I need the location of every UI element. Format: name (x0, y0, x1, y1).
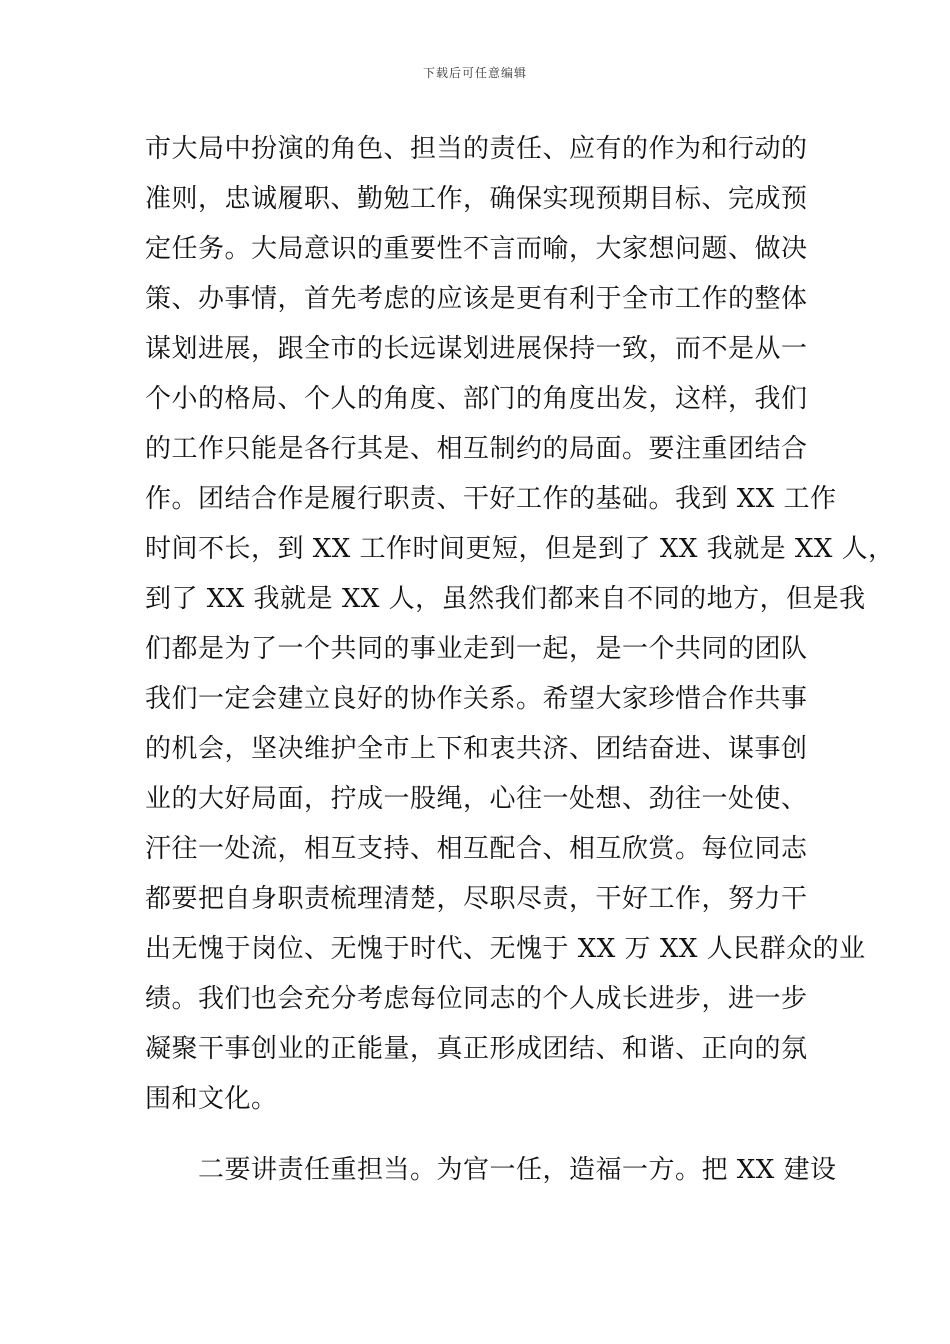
body-paragraph-1 (145, 124, 895, 1124)
text-line: 定任务。大局意识的重要性不言而喻，大家想问题、做决 (145, 234, 808, 264)
text-line: 二要讲责任重担当。为官一任，造福一方。把 XX 建设 (145, 1155, 837, 1185)
text-line: 凝聚干事创业的正能量，真正形成团结、和谐、正向的氛 (145, 1034, 808, 1064)
text-line: 市大局中扮演的角色、担当的责任、应有的作为和行动的 (145, 134, 808, 164)
text-line: 我们一定会建立良好的协作关系。希望大家珍惜合作共事 (145, 684, 808, 714)
text-line: 时间不长，到 XX 工作时间更短，但是到了 XX 我就是 XX 人， (145, 534, 895, 564)
text-line: 都要把自身职责梳理清楚，尽职尽责，干好工作，努力干 (145, 884, 808, 914)
text-line: 到了 XX 我就是 XX 人，虽然我们都来自不同的地方，但是我 (145, 584, 866, 614)
text-line: 作。团结合作是履行职责、干好工作的基础。我到 XX 工作 (145, 484, 837, 514)
text-line: 出无愧于岗位、无愧于时代、无愧于 XX 万 XX 人民群众的业 (145, 934, 866, 964)
page-header: 下载后可任意编辑 (422, 66, 527, 80)
text-line: 的工作只能是各行其是、相互制约的局面。要注重团结合 (145, 434, 808, 464)
text-line: 个小的格局、个人的角度、部门的角度出发，这样，我们 (145, 384, 808, 414)
text-line: 围和文化。 (145, 1084, 278, 1114)
text-line: 绩。我们也会充分考虑每位同志的个人成长进步，进一步 (145, 984, 808, 1014)
text-line: 业的大好局面，拧成一股绳，心往一处想、劲往一处使、 (145, 784, 808, 814)
text-line: 准则，忠诚履职、勤勉工作，确保实现预期目标、完成预 (145, 184, 808, 214)
text-line: 汗往一处流，相互支持、相互配合、相互欣赏。每位同志 (145, 834, 808, 864)
text-line: 们都是为了一个共同的事业走到一起，是一个共同的团队 (145, 634, 808, 664)
text-line: 的机会，坚决维护全市上下和衷共济、团结奋进、谋事创 (145, 734, 808, 764)
text-line: 策、办事情，首先考虑的应该是更有利于全市工作的整体 (145, 284, 808, 314)
body-paragraph-2 (145, 1145, 837, 1195)
text-line: 谋划进展，跟全市的长远谋划进展保持一致，而不是从一 (145, 334, 808, 364)
